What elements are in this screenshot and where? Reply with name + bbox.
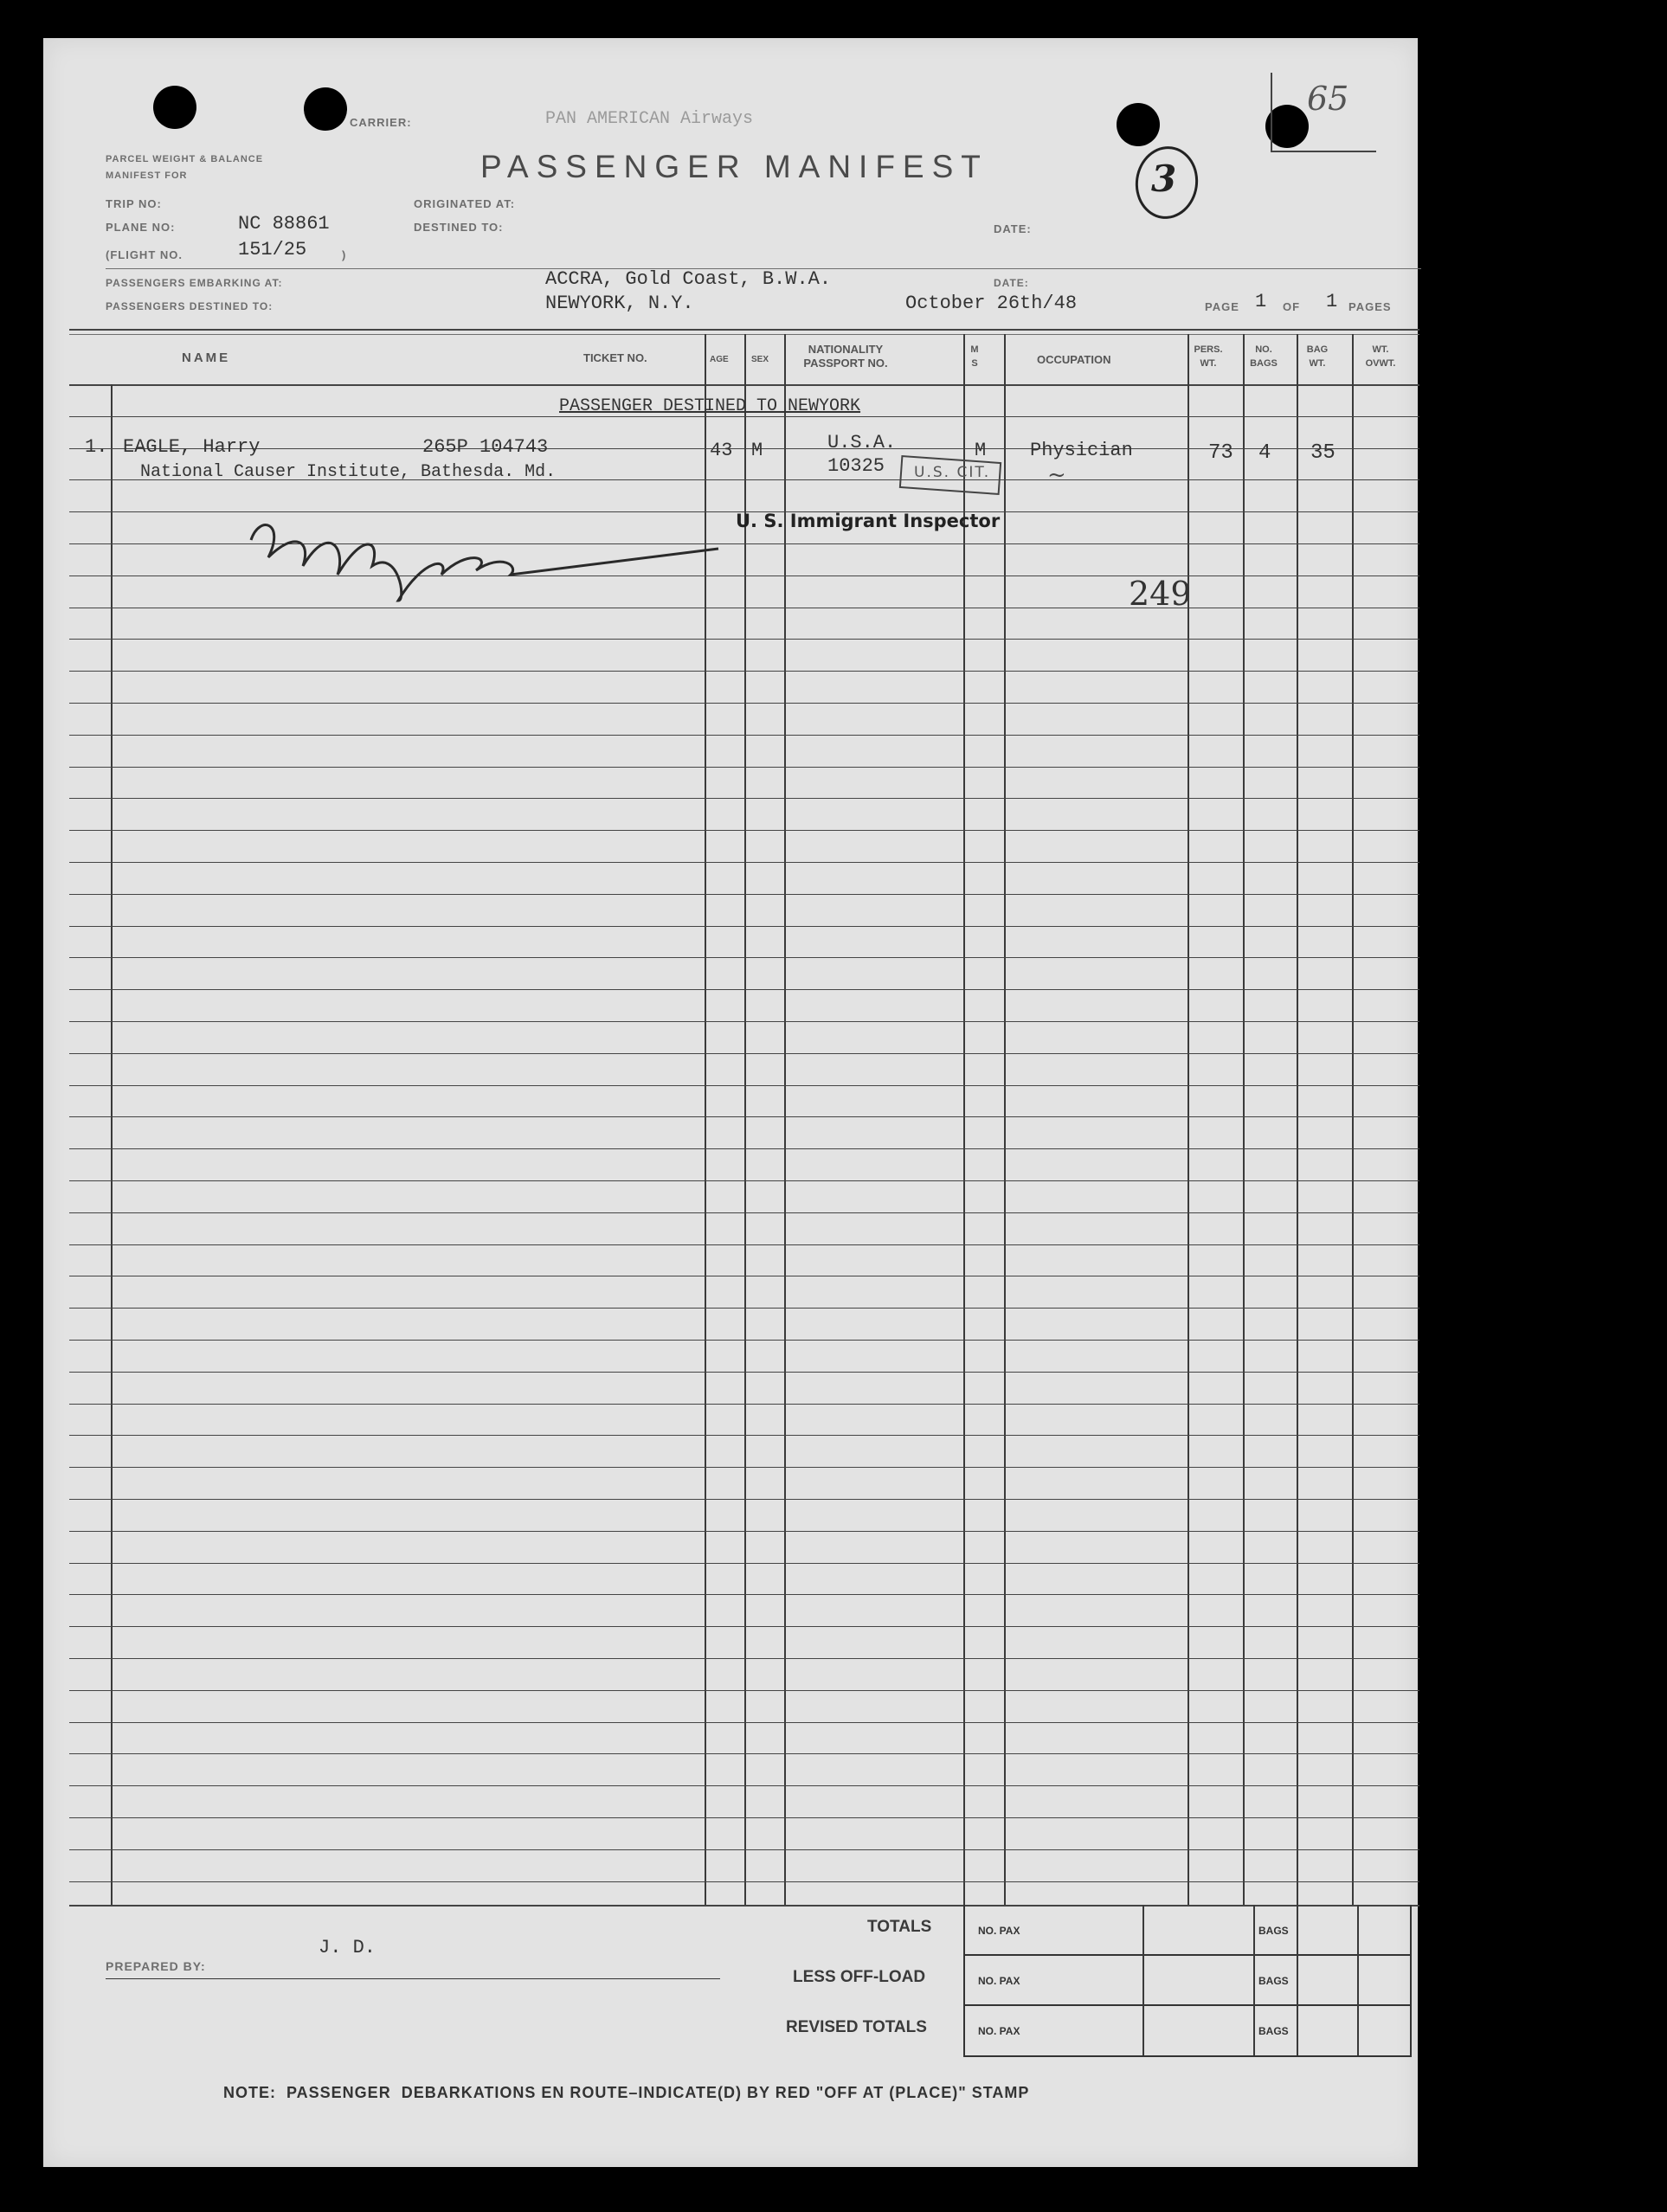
- table-row-rule: [69, 1021, 1419, 1022]
- col-header-line: WT.: [1372, 344, 1389, 355]
- flight-no-value: 151/25: [238, 239, 307, 260]
- passenger-nationality: U.S.A.: [827, 432, 897, 453]
- embarking-label: PASSENGERS EMBARKING AT:: [106, 277, 283, 289]
- table-row-rule: [69, 957, 1419, 958]
- table-row-rule: [69, 1053, 1419, 1054]
- flight-no-close: ): [342, 248, 347, 261]
- col-divider: [1004, 334, 1006, 1905]
- passenger-number: 1.: [85, 436, 108, 458]
- table-row-rule: [69, 1180, 1419, 1181]
- inspector-signature: [234, 505, 770, 609]
- table-row-rule: [69, 1785, 1419, 1786]
- of-label: OF: [1283, 300, 1301, 313]
- parcel-manifest-label: MANIFEST FOR: [106, 170, 188, 181]
- table-row-rule: [69, 735, 1419, 736]
- page-value: 1: [1255, 291, 1267, 312]
- table-row-rule: [69, 1722, 1419, 1723]
- table-row-rule: [69, 1563, 1419, 1564]
- prepared-by-rule: [106, 1978, 720, 1979]
- totals-grid-divider: [1297, 1905, 1298, 2055]
- totals-grid-rule: [963, 1954, 1410, 1956]
- table-row-rule: [69, 1626, 1419, 1627]
- col-divider: [1352, 334, 1354, 1905]
- bags-label: BAGS: [1258, 2025, 1289, 2037]
- destined-label: PASSENGERS DESTINED TO:: [106, 300, 274, 312]
- less-offload-label: LESS OFF-LOAD: [793, 1968, 926, 1986]
- prepared-by-label: PREPARED BY:: [106, 1959, 206, 1973]
- carrier-value: PAN AMERICAN Airways: [545, 109, 754, 129]
- table-row-rule: [69, 1308, 1419, 1309]
- col-header-sex: SEX: [751, 355, 769, 364]
- col-header-ms-line: M: [970, 344, 979, 355]
- col-header-name: NAME: [182, 350, 231, 365]
- col-header-line: WT.: [1309, 358, 1326, 369]
- table-row-rule: [69, 1531, 1419, 1532]
- passenger-sex: M: [751, 440, 763, 461]
- table-row-rule: [69, 1753, 1419, 1754]
- totals-grid-divider: [1253, 1905, 1255, 2055]
- table-row-rule: [69, 639, 1419, 640]
- no-pax-label: NO. PAX: [978, 1925, 1020, 1937]
- plane-no-value: NC 88861: [238, 213, 330, 235]
- trip-no-label: TRIP NO:: [106, 197, 162, 210]
- page-label: PAGE: [1205, 300, 1239, 313]
- table-row-rule: [69, 989, 1419, 990]
- table-row-rule: [69, 1817, 1419, 1818]
- col-header-no-bags: [1246, 343, 1281, 370]
- destined-to-label: DESTINED TO:: [414, 221, 504, 234]
- occupation-initials: ~: [1047, 462, 1066, 488]
- table-row-rule: [69, 1467, 1419, 1468]
- col-header-line: PERS.: [1194, 344, 1223, 355]
- col-header-line: WT.: [1200, 358, 1217, 369]
- table-row-rule: [69, 894, 1419, 895]
- col-header-line: BAGS: [1250, 358, 1278, 369]
- table-row-rule: [69, 1340, 1419, 1341]
- footer-note: NOTE: PASSENGER DEBARKATIONS EN ROUTE–INDICATE(D) BY RED "OFF AT (PLACE)" STAMP: [223, 2084, 1030, 2101]
- table-row-rule: [69, 1116, 1419, 1117]
- table-row-rule: [69, 1594, 1419, 1595]
- col-header-line: OVWT.: [1365, 358, 1396, 369]
- totals-grid-divider: [1357, 1905, 1359, 2055]
- col-header-nationality: [781, 343, 911, 370]
- table-row-rule: [69, 862, 1419, 863]
- passenger-name: EAGLE, Harry: [123, 436, 261, 458]
- table-row-rule: [69, 1404, 1419, 1405]
- punch-hole: [1117, 103, 1160, 146]
- bags-label: BAGS: [1258, 1975, 1289, 1987]
- col-header-passport-line: PASSPORT NO.: [803, 357, 888, 370]
- col-header-line: NO.: [1255, 344, 1272, 355]
- table-top-rule: [69, 329, 1419, 331]
- table-row-rule: [69, 1212, 1419, 1213]
- col-divider: [1187, 334, 1189, 1905]
- col-header-wt-ovwt: [1359, 343, 1402, 370]
- totals-grid: [963, 1905, 1412, 2057]
- col-header-ms: [966, 343, 983, 370]
- table-row-rule: [69, 1499, 1419, 1500]
- parcel-manifest-label: PARCEL WEIGHT & BALANCE: [106, 154, 264, 164]
- col-header-bag-wt: [1300, 343, 1335, 370]
- col-divider: [1297, 334, 1298, 1905]
- col-header-line: BAG: [1306, 344, 1329, 355]
- col-divider: [784, 334, 786, 1905]
- table-row-rule: [69, 767, 1419, 768]
- passenger-no-bags: 4: [1258, 441, 1271, 465]
- passenger-occupation: Physician: [1030, 440, 1133, 461]
- manifest-page: [43, 38, 1418, 2167]
- table-row-rule: [69, 1881, 1419, 1882]
- prepared-by-value: J. D.: [319, 1937, 377, 1958]
- passenger-pers-wt: 73: [1208, 441, 1233, 465]
- table-row-rule: [69, 1244, 1419, 1245]
- inspector-stamp: U. S. Immigrant Inspector: [736, 511, 1001, 531]
- table-row-rule: [69, 703, 1419, 704]
- table-row-rule: [69, 830, 1419, 831]
- totals-label: TOTALS: [867, 1918, 932, 1936]
- carrier-label: CARRIER:: [350, 116, 412, 129]
- date2-label: DATE:: [994, 277, 1029, 289]
- circled-number-text: 3: [1151, 158, 1177, 200]
- punch-hole: [153, 86, 196, 129]
- col-header-ticket: TICKET NO.: [583, 351, 647, 364]
- passenger-age: 43: [710, 440, 733, 461]
- col-divider: [111, 384, 113, 1905]
- citizen-stamp-text: U.S. CIT.: [914, 464, 991, 481]
- passenger-ms: M: [975, 440, 987, 461]
- table-row-rule: [69, 1658, 1419, 1659]
- date2-value: October 26th/48: [905, 293, 1078, 314]
- section-heading: PASSENGER DESTINED TO NEWYORK: [559, 396, 861, 416]
- passenger-passport: 10325: [827, 455, 885, 477]
- plane-no-label: PLANE NO:: [106, 221, 176, 234]
- col-divider: [1243, 334, 1245, 1905]
- destined-value: NEWYORK, N.Y.: [545, 293, 694, 314]
- col-divider: [963, 334, 965, 2013]
- col-header-occupation: OCCUPATION: [1037, 353, 1111, 366]
- totals-grid-divider: [1142, 1905, 1144, 2055]
- no-pax-label: NO. PAX: [978, 1975, 1020, 1987]
- date-label: DATE:: [994, 222, 1032, 235]
- corner-mark: 65: [1307, 80, 1349, 118]
- table-row-rule: [69, 1372, 1419, 1373]
- col-header-age: AGE: [710, 355, 729, 364]
- table-row-rule: [69, 1085, 1419, 1086]
- punch-hole: [304, 87, 347, 131]
- passenger-bag-wt: 35: [1310, 441, 1336, 465]
- col-header-ms-line: S: [971, 358, 978, 369]
- table-row-rule: [69, 798, 1419, 799]
- table-row-rule: [69, 671, 1419, 672]
- table-row-rule: [69, 416, 1419, 417]
- passenger-ticket: 265P 104743: [422, 436, 549, 458]
- col-header-nationality-line: NATIONALITY: [808, 343, 884, 356]
- table-row-rule: [69, 1849, 1419, 1850]
- passenger-address: National Causer Institute, Bathesda. Md.: [140, 462, 557, 482]
- col-header-pers-wt: [1191, 343, 1226, 370]
- page-stamp-number: 249: [1129, 575, 1192, 613]
- pages-label: PAGES: [1348, 300, 1392, 313]
- no-pax-label: NO. PAX: [978, 2025, 1020, 2037]
- table-row-rule: [69, 1690, 1419, 1691]
- totals-grid-rule: [963, 2004, 1410, 2006]
- pages-value: 1: [1326, 291, 1338, 312]
- revised-totals-label: REVISED TOTALS: [786, 2018, 927, 2036]
- table-row-rule: [69, 1148, 1419, 1149]
- flight-no-label: (FLIGHT NO.: [106, 248, 183, 261]
- table-row-rule: [69, 1435, 1419, 1436]
- originated-at-label: ORIGINATED AT:: [414, 197, 516, 210]
- manifest-title: PASSENGER MANIFEST: [480, 149, 988, 184]
- bags-label: BAGS: [1258, 1925, 1289, 1937]
- embarking-value: ACCRA, Gold Coast, B.W.A.: [545, 268, 832, 290]
- table-row-rule: [69, 926, 1419, 927]
